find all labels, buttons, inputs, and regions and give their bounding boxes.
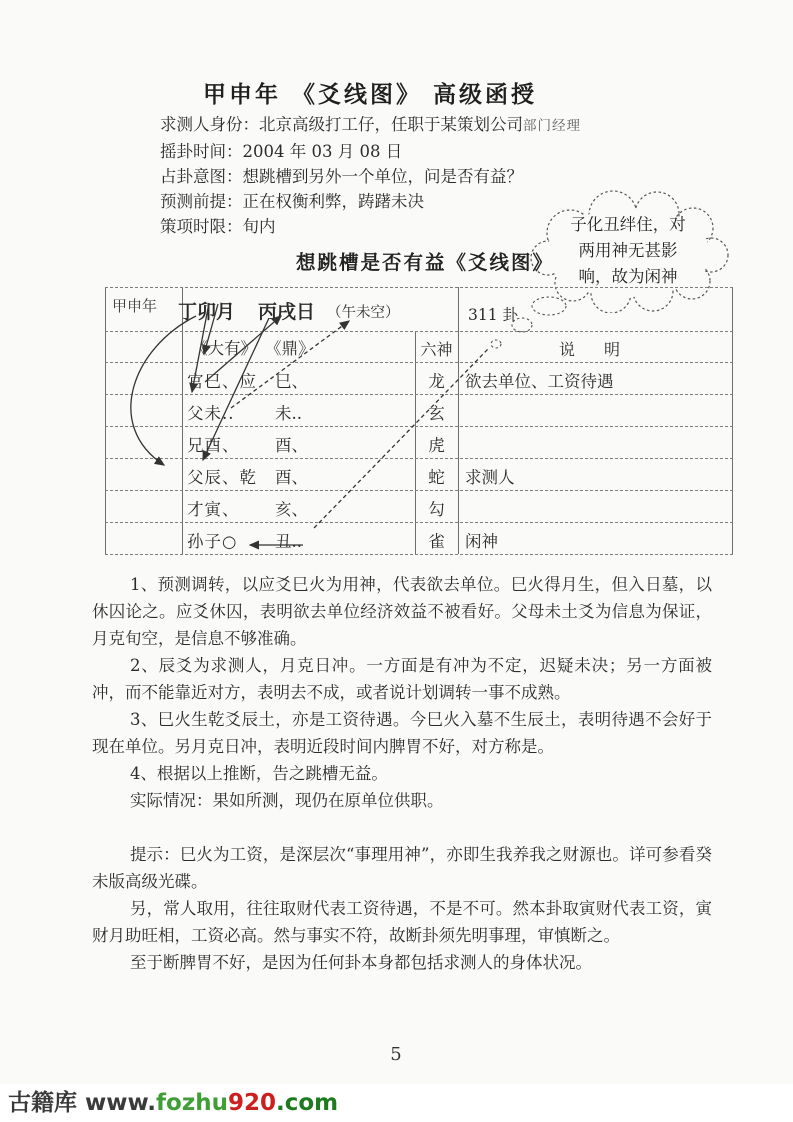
gua-number: 311 卦 xyxy=(468,306,519,324)
analysis-actual-result: 实际情况：果如所测，现仍在原单位供职。 xyxy=(129,791,444,810)
cloud-line-2: 两用神无甚影 xyxy=(578,241,678,260)
watermark-www: www. xyxy=(77,1090,157,1116)
line-left: 孙子○ xyxy=(187,532,238,551)
premise-value: 正在权衡利弊，踌躇未决 xyxy=(242,192,424,211)
row-note: 欲去单位、工资待遇 xyxy=(465,372,614,391)
intent-value: 想跳槽到另外一个单位，问是否有益？ xyxy=(242,167,523,186)
hexagram-table xyxy=(105,287,733,554)
watermark-domain-green: fozhu xyxy=(156,1090,228,1116)
deadline-label: 策项时限： xyxy=(160,217,243,236)
line-left: 官巳、应 xyxy=(187,372,257,391)
time-value: 2004 年 03 月 08 日 xyxy=(242,142,403,161)
identity-label: 求测人身份： xyxy=(160,115,259,134)
analysis-text xyxy=(92,571,712,976)
info-line-intent xyxy=(160,164,760,189)
table-caption: 想跳槽是否有益《爻线图》 xyxy=(295,251,554,274)
table-line xyxy=(105,331,733,332)
table-line xyxy=(105,287,733,288)
identity-suffix: 部门经理 xyxy=(523,118,581,134)
line-left: 父未.. xyxy=(187,404,235,423)
line-left: 兄酉、 xyxy=(187,436,240,455)
note-header: 说 明 xyxy=(558,340,633,359)
intent-label: 占卦意图： xyxy=(160,167,243,186)
line-right: 丑.. xyxy=(275,532,302,551)
table-line xyxy=(105,554,733,555)
table-row xyxy=(105,362,733,394)
info-line-time xyxy=(160,139,760,164)
liushen: 蛇 xyxy=(428,468,445,487)
year-cell: 甲申年 xyxy=(112,297,158,315)
page-title: 甲申年 《爻线图》 高级函授 xyxy=(202,81,537,108)
analysis-note-health: 至于断脾胃不好，是因为任何卦本身都包括求测人的身体状况。 xyxy=(129,953,592,972)
month-cell: 丁卯月 xyxy=(178,301,236,323)
liushen: 虎 xyxy=(428,436,445,455)
page-number: 5 xyxy=(390,1044,402,1065)
line-right: 酉、 xyxy=(275,436,308,455)
table-row xyxy=(105,394,733,426)
row-note: 求测人 xyxy=(465,468,515,487)
info-line-identity xyxy=(160,112,760,139)
deadline-value: 旬内 xyxy=(242,217,276,236)
line-left: 父辰、乾 xyxy=(187,468,257,487)
void-note: （午未空） xyxy=(327,305,400,321)
time-label: 摇卦时间： xyxy=(160,142,243,161)
analysis-tip: 提示：巳火为工资，是深层次“事理用神”，亦即生我养我之财源也。详可参看癸未版高级光碟。 xyxy=(92,845,712,891)
analysis-paragraph-3: 3、巳火生乾爻辰土，亦是工资待遇。今巳火入墓不生辰土，表明待遇不会好于现在单位。另月克日冲，表明近段时间内脾胃不好，对方称是。 xyxy=(92,710,712,756)
analysis-paragraph-1: 1、预测调转，以应爻巳火为用神，代表欲去单位。巳火得月生，但入日墓，以休囚论之。应爻休囚，表明欲去单位经济效益不被看好。父母未土爻为信息为保证，月克旬空，是信息不够准确。 xyxy=(92,575,712,648)
liushen: 玄 xyxy=(428,404,445,423)
watermark-site-name: 古籍库 xyxy=(8,1090,77,1116)
line-left: 才寅、 xyxy=(187,500,240,519)
table-row xyxy=(105,490,733,522)
identity-value: 北京高级打工仔，任职于某策划公司 xyxy=(259,115,523,134)
line-right: 未.. xyxy=(275,404,302,423)
watermark-domain-red: 920 xyxy=(227,1090,276,1116)
liushen: 勾 xyxy=(428,500,445,519)
table-row xyxy=(105,426,733,458)
line-right: 巳、 xyxy=(275,372,308,391)
line-right: 酉、 xyxy=(275,468,308,487)
watermark-footer xyxy=(0,1084,793,1122)
table-row xyxy=(105,458,733,490)
analysis-note-other: 另，常人取用，往往取财代表工资待遇，不是不可。然本卦取寅财代表工资，寅财月助旺相，工资必高。然与事实不符，故断卦须先明事理，审慎断之。 xyxy=(92,899,712,945)
table-row xyxy=(105,522,733,554)
day-cell: 丙戌日 xyxy=(258,301,316,323)
analysis-paragraph-2: 2、辰爻为求测人，月克日冲。一方面是有冲为不定，迟疑未决；另一方面被冲，而不能靠近对方，表明去不成，或者说计划调转一事不成熟。 xyxy=(92,656,712,702)
hexagram-right-name: 《鼎》 xyxy=(265,339,315,358)
cloud-line-1: 子化丑绊住，对 xyxy=(570,215,686,234)
liushen: 雀 xyxy=(428,532,445,551)
analysis-paragraph-4: 4、根据以上推断，告之跳槽无益。 xyxy=(129,764,388,783)
liushen-header: 六神 xyxy=(420,340,453,359)
premise-label: 预测前提： xyxy=(160,192,243,211)
hexagram-left-name: 《大有》 xyxy=(191,339,257,358)
watermark-tld: .com xyxy=(276,1090,339,1116)
line-right: 亥、 xyxy=(275,500,308,519)
cloud-line-3: 响，故为闲神 xyxy=(578,267,678,286)
liushen: 龙 xyxy=(428,372,445,391)
row-note: 闲神 xyxy=(465,532,498,551)
